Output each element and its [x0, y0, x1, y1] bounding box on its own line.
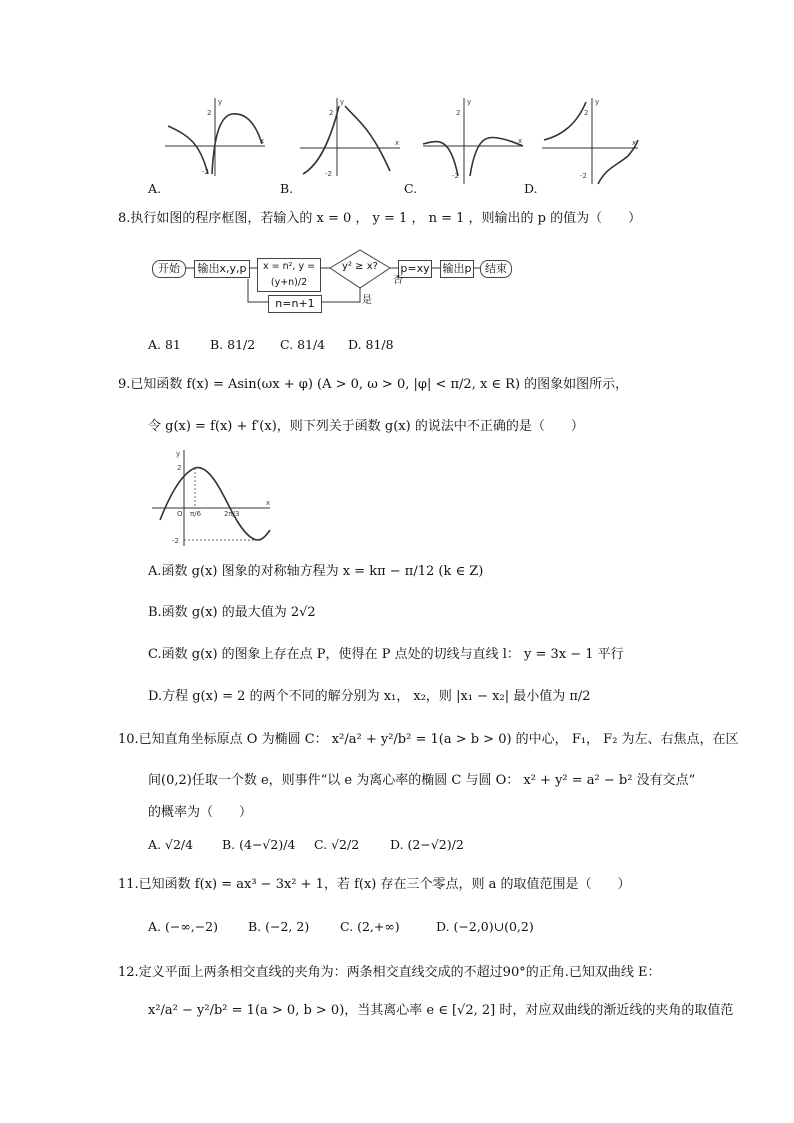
q8-option-d: D. 81/8	[348, 337, 394, 352]
flow-loop: n=n+1	[268, 295, 322, 313]
q9-graph-x: x	[266, 499, 271, 507]
q9-stem-2: 令 g(x) = f(x) + f′(x)，则下列关于函数 g(x) 的说法中不正确的是（ ）	[148, 419, 584, 434]
q9-graph-neg2: -2	[172, 537, 179, 545]
q9-stem: 9.已知函数 f(x) = Asin(ωx + φ) (A > 0, ω > 0, |φ| < π/2, x ∈ R) 的图象如图所示，	[118, 377, 629, 392]
q10-line-1: 10.已知直角坐标原点 O 为椭圆 C： x²/a² + y²/b² = 1(a > b > 0) 的中心， F₁， F₂ 为左、右焦点，在区	[118, 732, 739, 747]
svg-text:y: y	[340, 98, 345, 106]
svg-text:x: x	[260, 137, 265, 145]
flow-condition: y² ≥ x?	[342, 261, 378, 272]
q10-option-c: C. √2/2	[314, 837, 360, 852]
q7-graph-a	[160, 96, 270, 182]
q12-line-1: 12.定义平面上两条相交直线的夹角为：两条相交直线交成的不超过90°的正角.已知双曲线 E：	[118, 965, 661, 980]
svg-text:y: y	[595, 98, 600, 106]
q11-option-c: C. (2,+∞)	[340, 919, 400, 934]
q9-option-a: A.函数 g(x) 图象的对称轴方程为 x = kπ − π/12 (k ∈ Z)	[148, 564, 484, 579]
q9-graph-2: 2	[177, 464, 182, 472]
q7-graph-c	[418, 96, 528, 190]
svg-text:y: y	[467, 98, 472, 106]
flow-assign: x = n², y = (y+n)/2	[257, 258, 321, 292]
svg-text:2: 2	[584, 109, 589, 117]
svg-text:2: 2	[207, 109, 212, 117]
flow-start: 开始	[152, 260, 186, 278]
q11-option-a: A. (−∞,−2)	[148, 919, 219, 934]
svg-text:x: x	[395, 139, 400, 147]
q7-option-d: D.	[524, 181, 538, 196]
q11-stem: 11.已知函数 f(x) = ax³ − 3x² + 1，若 f(x) 存在三个零点，则 a 的取值范围是（ ）	[118, 877, 631, 892]
svg-text:-2: -2	[325, 170, 332, 178]
q9-option-d: D.方程 g(x) = 2 的两个不同的解分别为 x₁， x₂，则 |x₁ − x₂| 最小值为 π/2	[148, 689, 591, 704]
q9-graph-y: y	[176, 450, 181, 458]
q11-option-d: D. (−2,0)∪(0,2)	[436, 919, 534, 934]
q9-graph-o: O	[177, 510, 183, 518]
q10-option-d: D. (2−√2)/2	[390, 837, 464, 852]
svg-text:-2: -2	[580, 172, 587, 180]
svg-text:-2: -2	[202, 168, 209, 176]
q7-graph-b	[295, 96, 405, 182]
q7-option-a: A.	[148, 181, 162, 196]
flowchart	[152, 245, 512, 311]
svg-text:x: x	[518, 137, 523, 145]
q10-option-b: B. (4−√2)/4	[222, 837, 296, 852]
flow-calc: p=xy	[398, 260, 432, 278]
q9-graph-pi6: π/6	[190, 510, 202, 518]
q8-stem: 8.执行如图的程序框图，若输入的 x = 0 ， y = 1 ， n = 1 ，则输出的 p 的值为（ ）	[118, 211, 642, 226]
flow-input: 输出x,y,p	[194, 260, 250, 278]
q9-graph	[148, 448, 272, 552]
q8-option-b: B. 81/2	[210, 337, 256, 352]
flow-no-label: 否	[393, 275, 403, 286]
svg-text:x: x	[632, 139, 637, 147]
q9-graph-2pi3: 2π/3	[224, 510, 240, 518]
flow-output: 输出p	[440, 260, 474, 278]
svg-text:-2: -2	[452, 172, 459, 180]
q9-option-b: B.函数 g(x) 的最大值为 2√2	[148, 605, 316, 620]
q12-line-2: x²/a² − y²/b² = 1(a > 0, b > 0)，当其离心率 e ∈ [√2, 2] 时，对应双曲线的渐近线的夹角的取值范	[148, 1003, 734, 1018]
q7-option-c: C.	[404, 181, 418, 196]
q10-line-2: 间(0,2)任取一个数 e，则事件“以 e 为离心率的椭圆 C 与圆 O： x² + y² = a² − b² 没有交点”	[148, 773, 696, 788]
svg-text:2: 2	[456, 109, 461, 117]
flow-end: 结束	[480, 260, 512, 278]
q10-option-a: A. √2/4	[148, 837, 194, 852]
svg-text:2: 2	[329, 109, 334, 117]
q11-option-b: B. (−2, 2)	[248, 919, 310, 934]
q10-line-3: 的概率为（ ）	[148, 805, 253, 820]
flow-yes-label: 是	[362, 295, 372, 306]
q8-option-a: A. 81	[148, 337, 181, 352]
q8-option-c: C. 81/4	[280, 337, 326, 352]
q7-graph-d	[540, 96, 640, 190]
svg-text:y: y	[218, 98, 223, 106]
q9-option-c: C.函数 g(x) 的图象上存在点 P，使得在 P 点处的切线与直线 l： y = 3x − 1 平行	[148, 647, 624, 662]
q7-option-b: B.	[280, 181, 294, 196]
